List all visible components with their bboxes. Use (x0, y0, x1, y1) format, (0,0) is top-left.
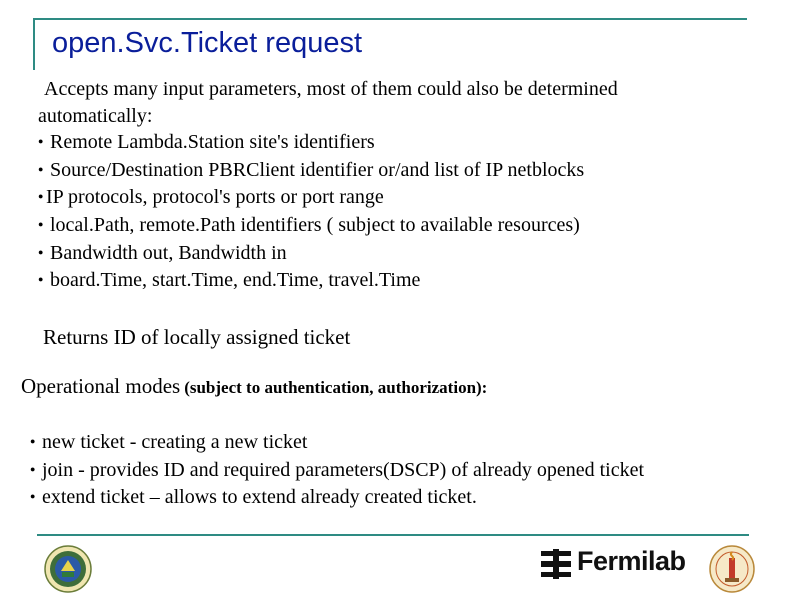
parameter-item: ● Remote Lambda.Station site's identifiers (38, 129, 618, 157)
modes-heading-sub: (subject to authentication, authorization): (184, 378, 488, 397)
mode-item: ● extend ticket – allows to extend already created ticket. (30, 484, 644, 512)
modes-heading-main: Operational modes (21, 374, 181, 398)
bullet-icon: ● (38, 136, 44, 147)
bullet-icon: ● (38, 219, 44, 230)
intro-line-2: automatically: (38, 104, 153, 127)
parameter-item: ● IP protocols, protocol's ports or port range (38, 184, 618, 212)
title-frame-left-rule (33, 18, 35, 70)
slide-title: open.Svc.Ticket request (52, 27, 363, 59)
title-frame-top-rule (33, 18, 747, 20)
bullet-icon: ● (38, 246, 44, 257)
parameter-item: ● Source/Destination PBRClient identifier or/and list of IP netblocks (38, 157, 618, 185)
fermilab-logo-icon (540, 548, 572, 580)
bullet-icon: ● (38, 191, 44, 202)
parameter-item: ● local.Path, remote.Path identifiers ( subject to available resources) (38, 212, 618, 240)
bullet-icon: ● (30, 436, 36, 447)
fermilab-logo (540, 548, 690, 580)
bullet-icon: ● (38, 274, 44, 285)
parameter-item: ● Bandwidth out, Bandwidth in (38, 240, 618, 268)
footer-rule (37, 534, 749, 536)
bullet-icon: ● (30, 463, 36, 474)
university-seal-icon (708, 544, 756, 594)
parameters-section (38, 76, 618, 295)
returns-text: Returns ID of locally assigned ticket (43, 325, 351, 349)
bullet-icon: ● (38, 163, 44, 174)
mode-item: ● new ticket - creating a new ticket (30, 429, 644, 457)
bullet-icon: ● (30, 491, 36, 502)
intro-line-1: Accepts many input parameters, most of them could also be determined (44, 78, 618, 100)
mode-item: ● join - provides ID and required parameters(DSCP) of already opened ticket (30, 457, 644, 485)
operational-modes-heading (21, 374, 487, 399)
fermilab-wordmark: Fermilab (577, 546, 686, 576)
modes-list (30, 429, 644, 512)
parameter-item: ● board.Time, start.Time, end.Time, travel.Time (38, 267, 618, 295)
doe-seal-icon (44, 545, 92, 593)
